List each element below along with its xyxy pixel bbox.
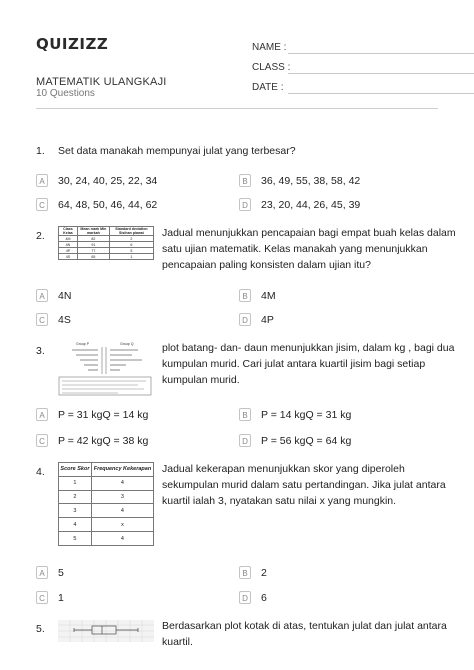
text-line: pencapaian paling konsisten dalam ujian itu? — [162, 259, 371, 271]
text-line: satu ujian matematik. Kelas manakah yang menunjukkan — [162, 243, 428, 255]
option-letter: A — [36, 408, 48, 421]
text-line: kuartil ialah 3, nyatakan satu nilai x yang mungkin. — [162, 495, 397, 507]
option-letter: B — [239, 289, 251, 302]
question-5-number: 5. — [36, 623, 45, 635]
table-cell: 5 — [59, 532, 92, 546]
option-letter: A — [36, 174, 48, 187]
option-text: P = 42 kgQ = 38 kg — [58, 435, 149, 447]
q5-box-plot-image — [58, 620, 154, 642]
question-1-number: 1. — [36, 145, 45, 157]
option-text: 6 — [261, 592, 267, 604]
option-letter: D — [239, 313, 251, 326]
option-text: 4S — [58, 314, 71, 326]
option-letter: B — [239, 174, 251, 187]
text-line: Berdasarkan plot kotak di atas, tentukan julat dan julat antara — [162, 620, 447, 632]
option-letter: B — [239, 566, 251, 579]
option-text: 5 — [58, 567, 64, 579]
group-p-label: Group P — [76, 342, 90, 346]
text-line: plot batang- dan- daun menunjukkan jisim, dalam kg , bagi dua — [162, 342, 455, 354]
option-letter: C — [36, 591, 48, 604]
question-2-text — [162, 225, 456, 273]
table-cell: 2 — [109, 236, 153, 242]
table-cell: x — [91, 518, 153, 532]
option-text: 30, 24, 40, 25, 22, 34 — [58, 175, 158, 187]
question-4-number: 4. — [36, 466, 45, 478]
q3-stem-leaf-image — [58, 340, 154, 396]
date-label: DATE : — [252, 82, 284, 93]
text-line: Jadual menunjukkan pencapaian bagi empat buah kelas dalam — [162, 227, 456, 239]
option-text: 2 — [261, 567, 267, 579]
option-text: 64, 48, 50, 46, 44, 62 — [58, 199, 158, 211]
question-2-number: 2. — [36, 230, 45, 242]
table-cell: 1 — [59, 476, 92, 490]
table-cell: 4 — [91, 476, 153, 490]
q2-table — [58, 226, 154, 260]
option-text: 4M — [261, 290, 276, 302]
option-letter: B — [239, 408, 251, 421]
text-line: kumpulan murid. — [162, 374, 240, 386]
option-letter: C — [36, 313, 48, 326]
option-text: 23, 20, 44, 26, 45, 39 — [261, 199, 361, 211]
option-letter: C — [36, 198, 48, 211]
group-q-label: Group Q — [120, 342, 134, 346]
option-text: 1 — [58, 592, 64, 604]
text-line: kumpulan murid. Cari julat antara kuartil jisim bagi setiap — [162, 358, 426, 370]
table-header: Frequency Kekerapan — [91, 463, 153, 477]
date-line — [288, 93, 474, 94]
question-count: 10 Questions — [36, 88, 95, 99]
date-field[interactable] — [252, 82, 283, 93]
option-text: P = 14 kgQ = 31 kg — [261, 409, 352, 421]
question-5-text — [162, 618, 447, 650]
option-letter: A — [36, 566, 48, 579]
name-line — [288, 53, 474, 54]
option-letter: D — [239, 198, 251, 211]
name-label: NAME : — [252, 42, 287, 53]
table-cell: 2 — [59, 490, 92, 504]
table-cell: 6 — [109, 242, 153, 248]
option-letter: C — [36, 434, 48, 447]
stem-leaf-plot — [58, 340, 154, 396]
table-cell: 4S — [59, 254, 78, 260]
header-divider — [36, 108, 438, 109]
q2-table-image — [58, 226, 154, 272]
table-cell: 5 — [109, 248, 153, 254]
box-plot — [58, 620, 154, 642]
question-3-text — [162, 340, 454, 388]
table-header: Mean mark Min markah — [77, 227, 109, 236]
table-cell: 82 — [77, 236, 109, 242]
question-4-text — [162, 461, 446, 509]
table-cell: 4 — [91, 504, 153, 518]
text-line: sekumpulan murid dalam satu pertandingan. Jika julat antara — [162, 479, 446, 491]
quizizz-logo: QUIZIZZ — [36, 35, 109, 53]
option-text: P = 56 kgQ = 64 kg — [261, 435, 352, 447]
table-cell: 65 — [77, 254, 109, 260]
table-header: Standard deviation Sisihan piawai — [109, 227, 153, 236]
option-letter: D — [239, 434, 251, 447]
table-cell: 91 — [77, 242, 109, 248]
table-header: Score Skor — [59, 463, 92, 477]
table-cell: 4 — [59, 518, 92, 532]
option-text: 4P — [261, 314, 274, 326]
table-cell: 4N — [59, 242, 78, 248]
option-letter: A — [36, 289, 48, 302]
text-line: kuartil. — [162, 636, 193, 648]
option-letter: D — [239, 591, 251, 604]
q4-frequency-table-image — [58, 462, 154, 548]
table-cell: 4M — [59, 236, 78, 242]
option-text: P = 31 kgQ = 14 kg — [58, 409, 149, 421]
question-1-text: Set data manakah mempunyai julat yang terbesar? — [58, 145, 296, 157]
q4-frequency-table — [58, 462, 154, 546]
table-cell: 77 — [77, 248, 109, 254]
class-line — [288, 73, 474, 74]
table-cell: 4P — [59, 248, 78, 254]
class-field[interactable] — [252, 62, 290, 73]
table-cell: 3 — [91, 490, 153, 504]
text-line: Jadual kekerapan menunjukkan skor yang diperoleh — [162, 463, 405, 475]
option-text: 36, 49, 55, 38, 58, 42 — [261, 175, 361, 187]
class-label: CLASS : — [252, 62, 291, 73]
question-3-number: 3. — [36, 345, 45, 357]
table-cell: 1 — [109, 254, 153, 260]
option-text: 4N — [58, 290, 72, 302]
table-cell: 4 — [91, 532, 153, 546]
table-cell: 3 — [59, 504, 92, 518]
table-header: Class Kelas — [59, 227, 78, 236]
name-field[interactable] — [252, 42, 286, 53]
worksheet-title: MATEMATIK ULANGKAJI — [36, 76, 167, 88]
